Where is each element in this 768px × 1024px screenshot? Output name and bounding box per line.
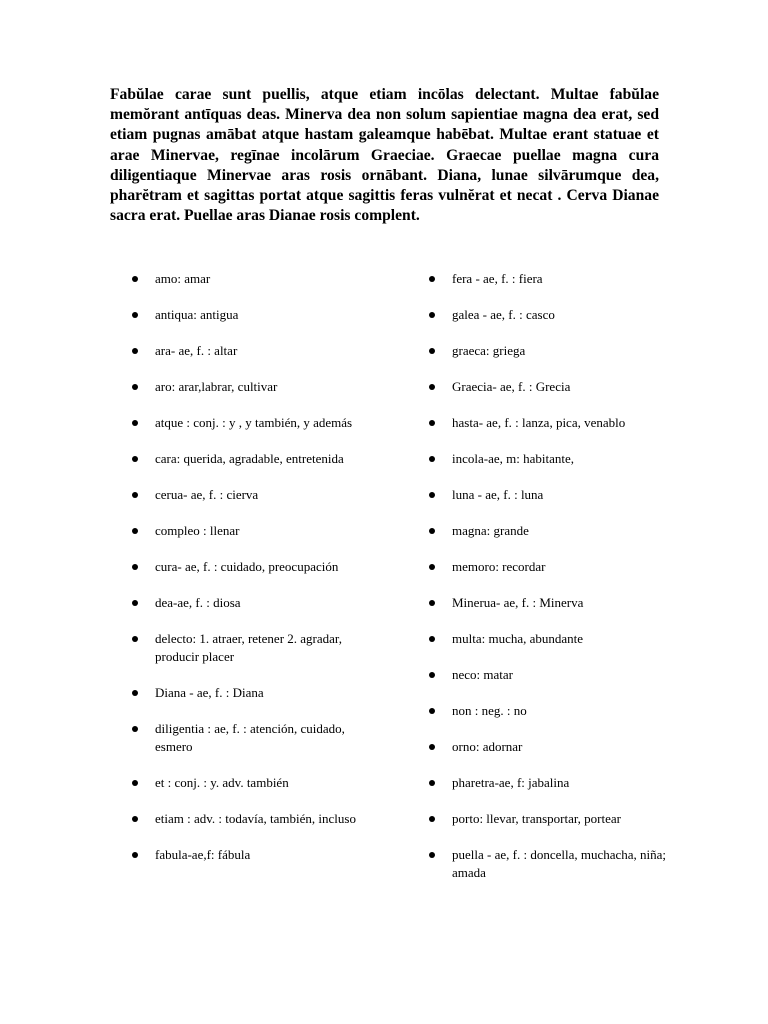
- vocabulary-entry: [425, 666, 675, 684]
- vocabulary-entry: [128, 846, 373, 864]
- bullet-icon: [429, 420, 435, 426]
- vocabulary-entry-text: aro: arar,labrar, cultivar: [155, 379, 278, 394]
- vocabulary-entry-text: porto: llevar, transportar, portear: [452, 811, 621, 826]
- bullet-icon: [132, 276, 138, 282]
- vocabulary-entry-text: cura- ae, f. : cuidado, preocupación: [155, 559, 339, 574]
- vocabulary-entry-text: diligentia : ae, f. : atención, cuidado, esmero: [155, 721, 345, 754]
- bullet-icon: [132, 600, 138, 606]
- bullet-icon: [132, 564, 138, 570]
- vocabulary-entry: [128, 378, 373, 396]
- vocabulary-list-left: [128, 270, 373, 882]
- vocabulary-entry: [128, 594, 373, 612]
- vocabulary-entry: [425, 558, 675, 576]
- vocabulary-entry: [128, 522, 373, 540]
- vocabulary-entry: [425, 810, 675, 828]
- vocabulary-entry-text: incola-ae, m: habitante,: [452, 451, 575, 466]
- bullet-icon: [429, 708, 435, 714]
- bullet-icon: [132, 456, 138, 462]
- vocabulary-entry-text: cerua- ae, f. : cierva: [155, 487, 259, 502]
- bullet-icon: [429, 312, 435, 318]
- bullet-icon: [429, 348, 435, 354]
- bullet-icon: [429, 816, 435, 822]
- bullet-icon: [132, 816, 138, 822]
- bullet-icon: [132, 384, 138, 390]
- vocabulary-entry: [425, 378, 675, 396]
- vocabulary-entry-text: graeca: griega: [452, 343, 526, 358]
- vocabulary-entry: [128, 270, 373, 288]
- bullet-icon: [429, 780, 435, 786]
- vocabulary-entry-text: neco: matar: [452, 667, 513, 682]
- bullet-icon: [132, 726, 138, 732]
- vocabulary-entry-text: amo: amar: [155, 271, 211, 286]
- vocabulary-entry: [128, 558, 373, 576]
- vocabulary-entry: [128, 306, 373, 324]
- vocabulary-entry: [425, 702, 675, 720]
- bullet-icon: [132, 312, 138, 318]
- vocabulary-entry-text: magna: grande: [452, 523, 529, 538]
- vocabulary-entry: [425, 342, 675, 360]
- vocabulary-entry-text: Graecia- ae, f. : Grecia: [452, 379, 571, 394]
- bullet-icon: [429, 384, 435, 390]
- bullet-icon: [132, 492, 138, 498]
- vocabulary-entry: [425, 414, 675, 432]
- vocabulary-entry: [128, 342, 373, 360]
- vocabulary-entry: [128, 684, 373, 702]
- vocabulary-entry-text: Minerua- ae, f. : Minerva: [452, 595, 584, 610]
- vocabulary-entry-text: fabula-ae,f: fábula: [155, 847, 251, 862]
- bullet-icon: [429, 636, 435, 642]
- vocabulary-entry-text: non : neg. : no: [452, 703, 527, 718]
- vocabulary-entry: [425, 738, 675, 756]
- vocabulary-entry-text: atque : conj. : y , y también, y además: [155, 415, 353, 430]
- bullet-icon: [132, 420, 138, 426]
- bullet-icon: [132, 528, 138, 534]
- bullet-icon: [429, 456, 435, 462]
- vocabulary-entry: [425, 594, 675, 612]
- vocabulary-entry: [425, 630, 675, 648]
- bullet-icon: [429, 528, 435, 534]
- vocabulary-entry-text: pharetra-ae, f: jabalina: [452, 775, 570, 790]
- vocabulary-list-right: [425, 270, 675, 900]
- bullet-icon: [429, 564, 435, 570]
- bullet-icon: [429, 600, 435, 606]
- bullet-icon: [132, 348, 138, 354]
- vocabulary-entry-text: memoro: recordar: [452, 559, 546, 574]
- vocabulary-entry: [128, 720, 373, 756]
- vocabulary-entry: [425, 450, 675, 468]
- vocabulary-entry-text: puella - ae, f. : doncella, muchacha, niña; amada: [452, 847, 667, 880]
- bullet-icon: [429, 852, 435, 858]
- bullet-icon: [132, 690, 138, 696]
- vocabulary-entry-text: hasta- ae, f. : lanza, pica, venablo: [452, 415, 626, 430]
- vocabulary-entry: [128, 810, 373, 828]
- vocabulary-entry: [128, 414, 373, 432]
- vocabulary-entry: [128, 486, 373, 504]
- vocabulary-entry: [128, 450, 373, 468]
- vocabulary-entry: [425, 306, 675, 324]
- vocabulary-entry-text: delecto: 1. atraer, retener 2. agradar, producir placer: [155, 631, 342, 664]
- vocabulary-entry-text: multa: mucha, abundante: [452, 631, 584, 646]
- bullet-icon: [429, 744, 435, 750]
- vocabulary-entry: [425, 486, 675, 504]
- bullet-icon: [132, 636, 138, 642]
- bullet-icon: [429, 672, 435, 678]
- vocabulary-entry-text: Diana - ae, f. : Diana: [155, 685, 264, 700]
- bullet-icon: [132, 780, 138, 786]
- bullet-icon: [132, 852, 138, 858]
- vocabulary-entry-text: ara- ae, f. : altar: [155, 343, 238, 358]
- latin-text-paragraph: Fabŭlae carae sunt puellis, atque etiam incōlas delectant. Multae fabŭlae memŏrant antīquas deas. Minerva dea non solum sapientiae magna dea erat, sed etiam pugnas amābat atque hastam galeamque habēbat. Multae erant statuae et arae Minervae, regīnae incolārum Graeciae. Graecae puellae magna cura diligentiaque Minervae aras rosis ornābant. Diana, lunae silvārumque dea, pharĕtram et sagittas portat atque sagittis feras vulnĕrat et necat . Cerva Dianae sacra erat. Puellae aras Dianae rosis complent.: [110, 86, 659, 225]
- vocabulary-entry-text: et : conj. : y. adv. también: [155, 775, 289, 790]
- vocabulary-entry-text: luna - ae, f. : luna: [452, 487, 544, 502]
- vocabulary-entry-text: dea-ae, f. : diosa: [155, 595, 241, 610]
- vocabulary-entry: [425, 522, 675, 540]
- vocabulary-entry-text: cara: querida, agradable, entretenida: [155, 451, 344, 466]
- vocabulary-entry: [425, 846, 675, 882]
- vocabulary-entry-text: etiam : adv. : todavía, también, incluso: [155, 811, 356, 826]
- vocabulary-entry: [128, 774, 373, 792]
- vocabulary-entry-text: galea - ae, f. : casco: [452, 307, 555, 322]
- vocabulary-entry: [425, 774, 675, 792]
- vocabulary-entry-text: compleo : llenar: [155, 523, 240, 538]
- vocabulary-entry: [128, 630, 373, 666]
- vocabulary-entry-text: orno: adornar: [452, 739, 523, 754]
- bullet-icon: [429, 492, 435, 498]
- vocabulary-entry-text: fera - ae, f. : fiera: [452, 271, 543, 286]
- bullet-icon: [429, 276, 435, 282]
- vocabulary-entry: [425, 270, 675, 288]
- vocabulary-entry-text: antiqua: antigua: [155, 307, 239, 322]
